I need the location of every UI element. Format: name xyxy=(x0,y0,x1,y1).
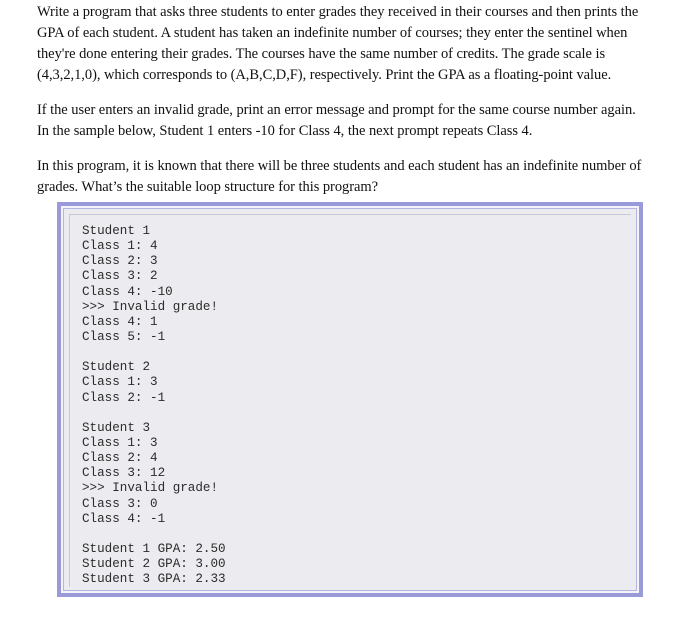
text-line: they're done entering their grades. The courses have the same number of credits. The grade scale is xyxy=(37,46,606,62)
console-line: Class 1: 3 xyxy=(82,375,158,390)
text-line: Write a program that asks three students to enter grades they received in their courses and then prints the xyxy=(37,4,639,20)
text-line: In the sample below, Student 1 enters -10 for Class 4, the next prompt repeats Class 4. xyxy=(37,123,533,139)
console-line: Class 3: 12 xyxy=(82,466,166,481)
console-line: Class 2: 4 xyxy=(82,451,158,466)
problem-statement-paragraph xyxy=(37,2,664,86)
console-line: Class 3: 2 xyxy=(82,269,158,284)
console-line xyxy=(82,345,226,360)
text-line: In this program, it is known that there will be three students and each student has an indefinite number of xyxy=(37,158,642,174)
console-line: Student 2 GPA: 3.00 xyxy=(82,557,226,572)
console-line: Student 3 xyxy=(82,420,151,435)
console-line: Class 3: 0 xyxy=(82,496,158,511)
console-line: Student 1 GPA: 2.50 xyxy=(82,541,226,556)
console-line: Class 2: 3 xyxy=(82,254,158,269)
text-line: GPA of each student. A student has taken an indefinite number of courses; they enter the sentinel when xyxy=(37,25,628,41)
console-line: Class 1: 4 xyxy=(82,239,158,254)
console-line: Student 1 xyxy=(82,224,151,238)
console-line: Class 4: -1 xyxy=(82,511,166,526)
text-line: If the user enters an invalid grade, print an error message and prompt for the same course number again. xyxy=(37,102,636,118)
console-line: Student 2 xyxy=(82,360,151,375)
invalid-grade-paragraph xyxy=(37,100,664,142)
console-line: Class 2: -1 xyxy=(82,390,166,405)
console-line: >>> Invalid grade! xyxy=(82,299,219,314)
console-line xyxy=(82,527,226,542)
text-line: grades. What’s the suitable loop structure for this program? xyxy=(37,179,379,195)
console-output xyxy=(82,224,226,587)
question-paragraph xyxy=(37,156,664,198)
console-line: Student 3 GPA: 2.33 xyxy=(82,572,226,587)
console-line: >>> Invalid grade! xyxy=(82,481,219,496)
console-line: Class 1: 3 xyxy=(82,435,158,450)
console-line: Class 5: -1 xyxy=(82,329,166,344)
sample-output-box xyxy=(57,202,643,597)
console-line xyxy=(82,406,226,421)
console-line: Class 4: -10 xyxy=(82,284,173,299)
sample-output-inner xyxy=(69,214,631,587)
text-line: (4,3,2,1,0), which corresponds to (A,B,C,D,F), respectively. Print the GPA as a floating-point value. xyxy=(37,67,612,83)
console-line: Class 4: 1 xyxy=(82,314,158,329)
